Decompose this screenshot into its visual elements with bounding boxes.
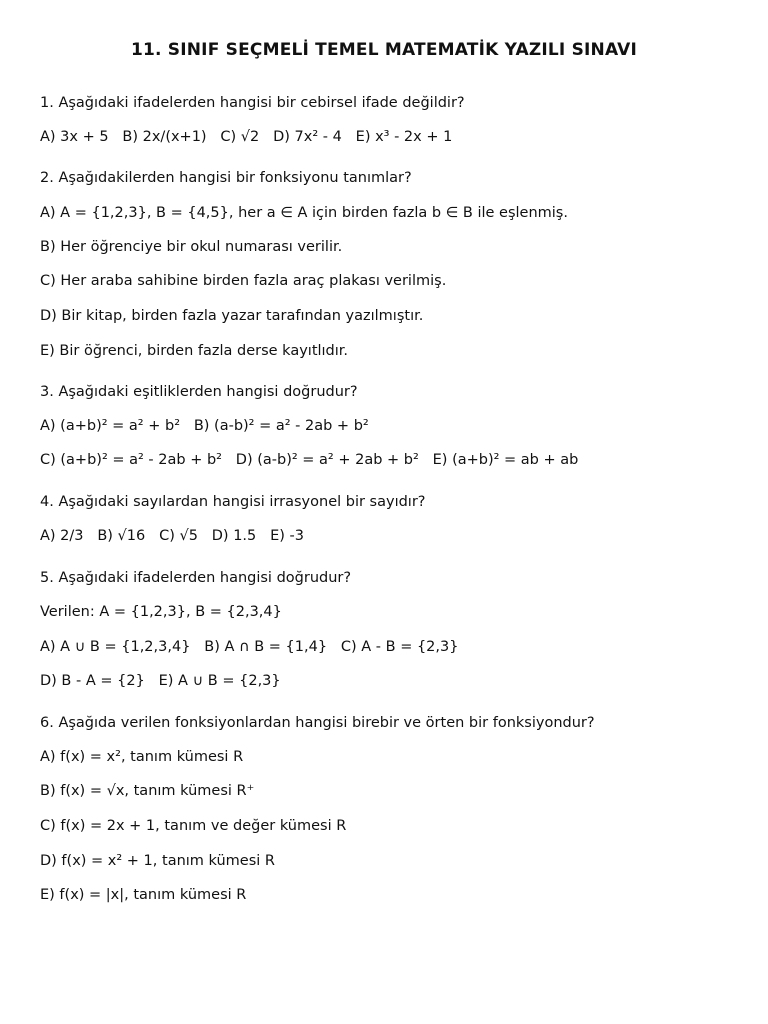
- question-3-options-row-1: A) (a+b)² = a² + b² B) (a-b)² = a² - 2ab + b²: [40, 418, 369, 434]
- question-5-prompt: 5. Aşağıdaki ifadelerden hangisi doğrudur?: [40, 570, 352, 586]
- question-2-prompt: 2. Aşağıdakilerden hangisi bir fonksiyonu tanımlar?: [40, 170, 412, 186]
- question-1-prompt: 1. Aşağıdaki ifadelerden hangisi bir cebirsel ifade değildir?: [40, 95, 465, 111]
- question-6-option-e: E) f(x) = |x|, tanım kümesi R: [40, 887, 247, 903]
- question-2-option-b: B) Her öğrenciye bir okul numarası verilir.: [40, 239, 343, 255]
- exam-title: 11. SINIF SEÇMELİ TEMEL MATEMATİK YAZILI SINAVI: [130, 40, 638, 60]
- question-2-option-a: A) A = {1,2,3}, B = {4,5}, her a ∈ A için birden fazla b ∈ B ile eşlenmiş.: [40, 205, 568, 221]
- question-6-option-b: B) f(x) = √x, tanım kümesi R⁺: [40, 783, 255, 799]
- question-2-option-e: E) Bir öğrenci, birden fazla derse kayıtlıdır.: [40, 343, 349, 359]
- question-6-option-a: A) f(x) = x², tanım kümesi R: [40, 749, 244, 765]
- question-6-option-d: D) f(x) = x² + 1, tanım kümesi R: [40, 853, 275, 869]
- question-1-options: A) 3x + 5 B) 2x/(x+1) C) √2 D) 7x² - 4 E) x³ - 2x + 1: [40, 129, 453, 145]
- question-5-given: Verilen: A = {1,2,3}, B = {2,3,4}: [40, 604, 282, 620]
- question-6-prompt: 6. Aşağıda verilen fonksiyonlardan hangisi birebir ve örten bir fonksiyondur?: [40, 715, 595, 731]
- question-5-options-row-1: A) A ∪ B = {1,2,3,4} B) A ∩ B = {1,4} C) A - B = {2,3}: [40, 639, 459, 655]
- question-4-prompt: 4. Aşağıdaki sayılardan hangisi irrasyonel bir sayıdır?: [40, 494, 426, 510]
- question-3-options-row-2: C) (a+b)² = a² - 2ab + b² D) (a-b)² = a² + 2ab + b² E) (a+b)² = ab + ab: [40, 452, 579, 468]
- question-3-prompt: 3. Aşağıdaki eşitliklerden hangisi doğrudur?: [40, 384, 358, 400]
- question-4-options: A) 2/3 B) √16 C) √5 D) 1.5 E) -3: [40, 528, 304, 544]
- question-6-option-c: C) f(x) = 2x + 1, tanım ve değer kümesi R: [40, 818, 347, 834]
- question-2-option-c: C) Her araba sahibine birden fazla araç plakası verilmiş.: [40, 273, 447, 289]
- question-2-option-d: D) Bir kitap, birden fazla yazar tarafından yazılmıştır.: [40, 308, 424, 324]
- question-5-options-row-2: D) B - A = {2} E) A ∪ B = {2,3}: [40, 673, 281, 689]
